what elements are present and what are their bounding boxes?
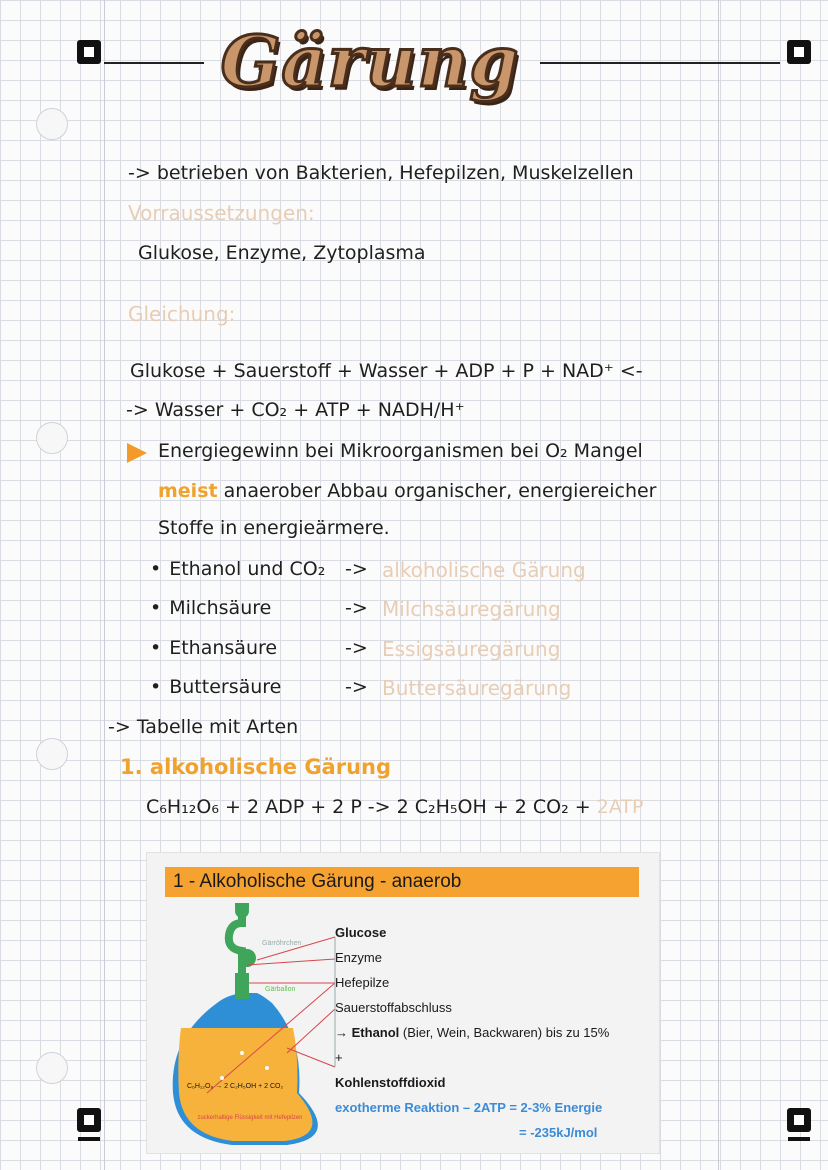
label-energy: = -235kJ/mol	[519, 1125, 598, 1140]
corner-marker-bottom-left-icon	[77, 1108, 101, 1132]
reaction-atp: 2ATP	[596, 796, 644, 818]
reaction-main: C₆H₁₂O₆ + 2 ADP + 2 P -> 2 C₂H₅OH + 2 CO₂ +	[146, 796, 591, 818]
type-name: alkoholische Gärung	[382, 558, 586, 582]
type-substance: • Buttersäure	[150, 676, 281, 698]
voraussetzungen-heading: Vorraussetzungen:	[128, 201, 315, 225]
title-rule-left	[104, 62, 204, 64]
flask-neck	[235, 973, 249, 999]
label-sauerstoffabschluss: Sauerstoffabschluss	[335, 1000, 452, 1015]
highlight-arrow-icon	[127, 443, 147, 463]
pointer-line	[287, 1009, 335, 1053]
type-arrow: ->	[345, 558, 368, 580]
type-name: Essigsäuregärung	[382, 637, 561, 661]
tabelle-line: -> Tabelle mit Arten	[108, 716, 299, 738]
title-block	[205, 14, 535, 142]
energie-line-2-rest: anaerober Abbau organischer, energiereicher	[223, 480, 657, 502]
energie-line-1: Energiegewinn bei Mikroorganismen bei O₂ Mangel	[158, 440, 643, 462]
type-substance: • Milchsäure	[150, 597, 271, 619]
type-arrow: ->	[345, 637, 368, 659]
type-arrow: ->	[345, 676, 368, 698]
left-margin-line	[104, 0, 105, 1170]
intro-line: -> betrieben von Bakterien, Hefepilzen, Muskelzellen	[128, 162, 634, 184]
corner-marker-top-right-icon	[787, 40, 811, 64]
alkoholische-gaerung-figure	[146, 852, 660, 1154]
corner-bar-bottom-left	[78, 1137, 100, 1141]
binder-hole-2	[36, 422, 68, 454]
reaction-equation	[146, 796, 643, 818]
energie-line-2	[158, 480, 657, 502]
section-1-heading: 1. alkoholische Gärung	[120, 755, 392, 779]
type-substance: • Ethansäure	[150, 637, 277, 659]
label-plus: +	[335, 1050, 343, 1065]
label-ethanol: Ethanol	[351, 1025, 400, 1040]
label-glucose: Glucose	[335, 925, 387, 940]
pointer-line	[247, 959, 335, 965]
flask-label-formula: C₆H₁₂O₆ → 2 C₂H₅OH + 2 CO₂	[187, 1083, 284, 1090]
binder-hole-3	[36, 738, 68, 770]
type-arrow: ->	[345, 597, 368, 619]
equation-line-1: Glukose + Sauerstoff + Wasser + ADP + P + NAD⁺ <-	[130, 360, 643, 382]
corner-marker-top-left-icon	[77, 40, 101, 64]
label-ethanol-detail: (Bier, Wein, Backwaren) bis zu 15%	[402, 1025, 610, 1040]
type-substance: • Ethanol und CO₂	[150, 558, 325, 580]
bubble	[265, 1066, 269, 1070]
figure-header: 1 - Alkoholische Gärung - anaerob	[165, 867, 639, 897]
label-enzyme: Enzyme	[335, 950, 382, 965]
flask-label-fluessigkeit: zuckerhaltige Flüssigkeit mit Hefepilzen	[197, 1115, 303, 1121]
bubble	[240, 1051, 244, 1055]
gleichung-heading: Gleichung:	[128, 302, 236, 326]
type-name: Buttersäuregärung	[382, 676, 572, 700]
label-hefepilze: Hefepilze	[335, 975, 390, 990]
label-exotherm: exotherme Reaktion – 2ATP = 2-3% Energie	[335, 1100, 603, 1115]
equation-line-2: -> Wasser + CO₂ + ATP + NADH/H⁺	[126, 399, 465, 421]
corner-marker-bottom-right-icon	[787, 1108, 811, 1132]
type-name: Milchsäuregärung	[382, 597, 561, 621]
gaerroehrchen-tube	[229, 913, 242, 973]
meist-highlight: meist	[158, 480, 218, 502]
label-ethanol-line	[335, 1025, 609, 1040]
binder-hole-4	[36, 1052, 68, 1084]
gaerroehrchen-cap	[235, 903, 249, 909]
ethanol-arrow: →	[335, 1025, 348, 1040]
energie-line-3: Stoffe in energieärmere.	[158, 517, 390, 539]
binder-hole-1	[36, 108, 68, 140]
flask-label-gaerroehrchen: Gärröhrchen	[262, 940, 302, 947]
page-title: Gärung	[220, 20, 520, 103]
corner-bar-bottom-right	[788, 1137, 810, 1141]
right-margin-line	[718, 0, 719, 1170]
bubble	[220, 1076, 224, 1080]
flask-label-gaerballon: Gärballon	[265, 986, 296, 993]
label-kohlenstoffdioxid: Kohlenstoffdioxid	[335, 1075, 446, 1090]
voraussetzungen-text: Glukose, Enzyme, Zytoplasma	[138, 242, 426, 264]
title-rule-right	[540, 62, 780, 64]
